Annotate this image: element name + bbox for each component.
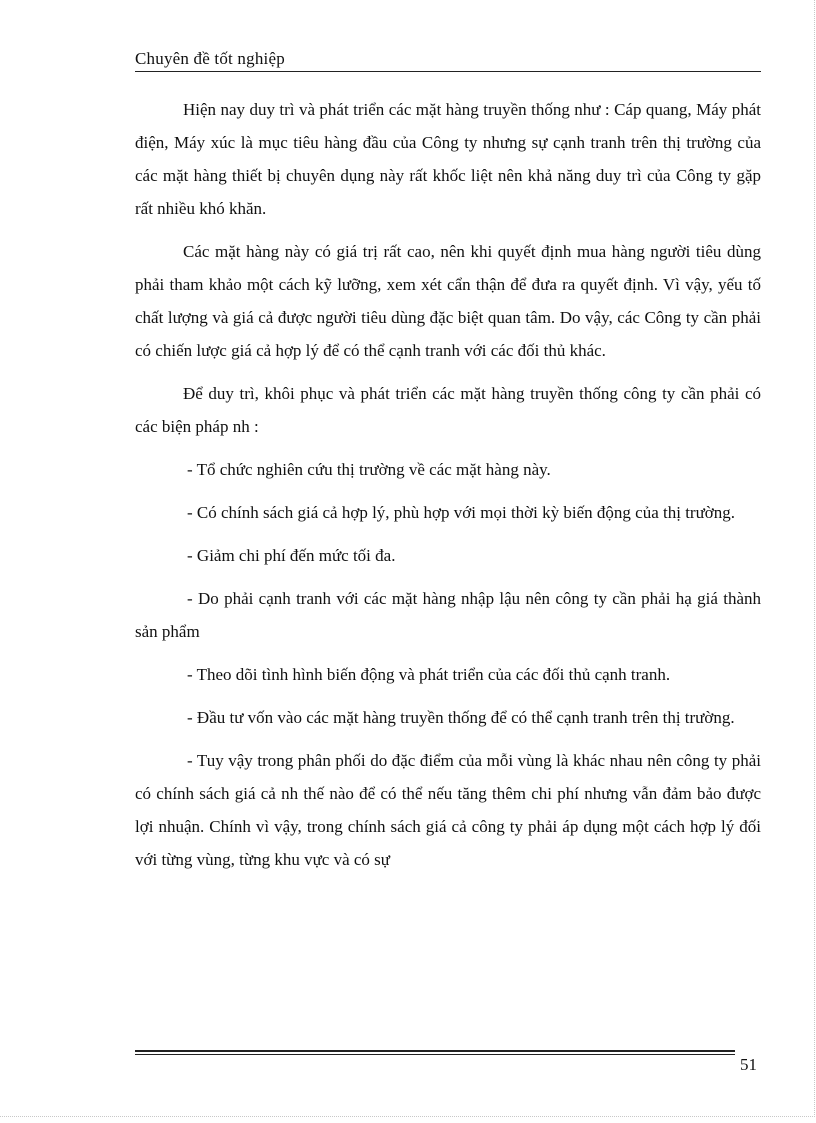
footer-rule-thin: [135, 1054, 735, 1055]
bullet-item: - Tổ chức nghiên cứu thị trường về các mặt hàng này.: [187, 460, 551, 479]
page-footer: [135, 1050, 761, 1080]
paragraph: Để duy trì, khôi phục và phát triển các mặt hàng truyền thống công ty cần phải có các biện pháp nh :: [135, 384, 761, 436]
paragraph: Hiện nay duy trì và phát triển các mặt hàng truyền thống như : Cáp quang, Máy phát điện, Máy xúc là mục tiêu hàng đầu của Công ty nhưng sự cạnh tranh trên thị trường của các mặt hàng thiết bị chuyên dụng này rất khốc liệt nên khả năng duy trì của Công ty gặp rất nhiều khó khăn.: [135, 100, 761, 218]
header-title: Chuyên đề tốt nghiệp: [135, 49, 285, 68]
page-number: 51: [740, 1055, 757, 1074]
bullet-item: - Do phải cạnh tranh với các mặt hàng nhập lậu nên công ty cần phải hạ giá thành sản phẩm: [135, 589, 761, 641]
body-text: [135, 93, 761, 886]
bullet-item: - Đầu tư vốn vào các mặt hàng truyền thống để có thể cạnh tranh trên thị trường.: [187, 708, 735, 727]
bullet-item: - Theo dõi tình hình biến động và phát triển của các đối thủ cạnh tranh.: [187, 665, 671, 684]
bullet-item: - Tuy vậy trong phân phối do đặc điểm của mỗi vùng là khác nhau nên công ty phải có chính sách giá cả nh thế nào để có thể nếu tăng thêm chi phí nhưng vẫn đảm bảo được lợi nhuận. Chính vì vậy, trong chính sách giá cả công ty phải áp dụng một cách hợp lý đối với từng vùng, từng khu vực và có sự: [135, 751, 761, 869]
bullet-item: - Giảm chi phí đến mức tối đa.: [187, 546, 396, 565]
paragraph: Các mặt hàng này có giá trị rất cao, nên khi quyết định mua hàng người tiêu dùng phải tham khảo một cách kỹ lưỡng, xem xét cẩn thận để đưa ra quyết định. Vì vậy, yếu tố chất lượng và giá cả được người tiêu dùng đặc biệt quan tâm. Do vậy, các Công ty cần phải có chiến lược giá cả hợp lý để có thể cạnh tranh với các đối thủ khác.: [135, 242, 761, 360]
page-header: [135, 49, 761, 73]
header-rule: [135, 71, 761, 72]
footer-rule: [135, 1050, 735, 1052]
bullet-item: - Có chính sách giá cả hợp lý, phù hợp với mọi thời kỳ biến động của thị trường.: [187, 503, 736, 522]
